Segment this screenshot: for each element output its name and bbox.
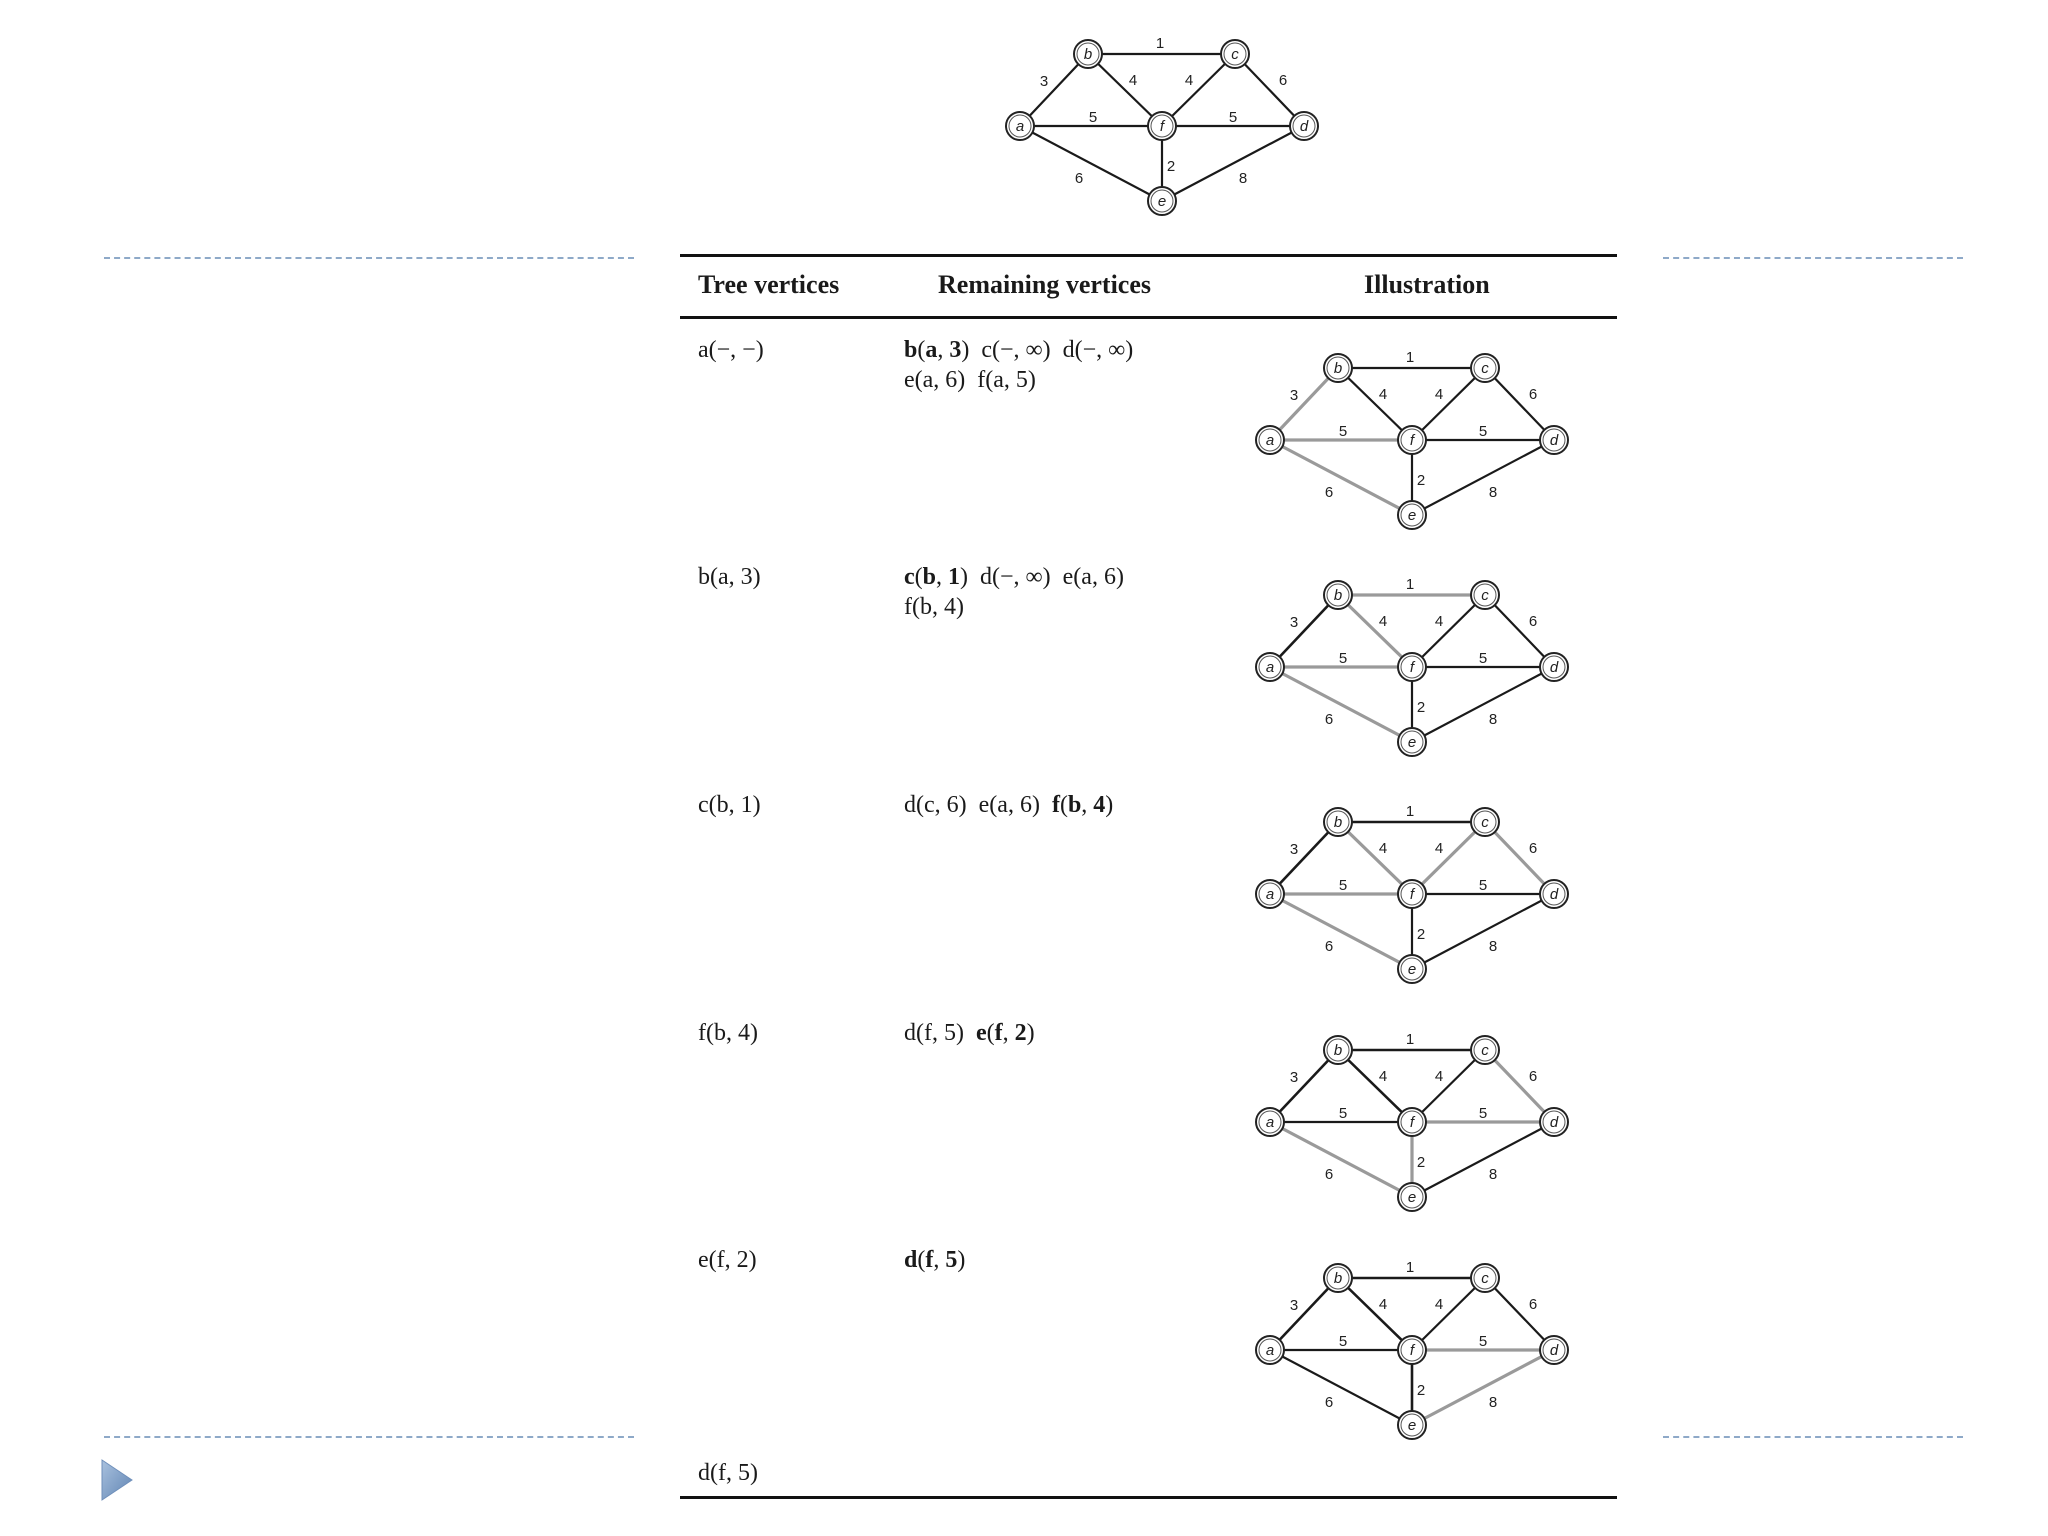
- edge-c-f: [1412, 368, 1488, 440]
- remaining-vertex-c: c(−, ∞): [981, 337, 1051, 363]
- edge-weight-a-b: 3: [1289, 386, 1299, 404]
- edge-weight-a-f: 5: [1338, 1332, 1348, 1350]
- edge-c-f: [1412, 822, 1488, 894]
- row-6-tree-vertex: d(f, 5): [698, 1460, 758, 1486]
- svg-text:c: c: [1231, 45, 1239, 63]
- vertex-a: [1256, 1108, 1284, 1136]
- edge-weight-b-c: 1: [1405, 577, 1415, 593]
- svg-text:a: a: [1265, 1113, 1275, 1131]
- edge-e-d: [1412, 1350, 1554, 1425]
- svg-text:b: b: [1333, 586, 1343, 604]
- edge-weight-b-f: 4: [1378, 612, 1388, 630]
- table-top-rule: [680, 254, 1617, 257]
- row-5-tree-vertex: e(f, 2): [698, 1247, 757, 1273]
- row-3-remaining: [904, 790, 1113, 820]
- svg-text:d: d: [1549, 1341, 1559, 1359]
- remaining-vertex-c: c(b, 1): [904, 564, 969, 590]
- row-4-illustration: [1250, 1032, 1580, 1222]
- edge-weight-a-e: 6: [1324, 483, 1334, 501]
- edge-weight-b-c: 1: [1405, 1032, 1415, 1048]
- svg-text:c: c: [1481, 1041, 1489, 1059]
- svg-text:d: d: [1549, 431, 1559, 449]
- edge-weight-c-d: 6: [1528, 839, 1538, 857]
- edge-weight-f-d: 5: [1478, 422, 1488, 440]
- edge-b-f: [1338, 595, 1412, 667]
- vertex-c: [1471, 581, 1499, 609]
- edge-a-e: [1270, 1122, 1412, 1197]
- svg-text:c: c: [1481, 359, 1489, 377]
- remaining-vertex-b: b(a, 3): [904, 337, 970, 363]
- vertex-f: [1148, 112, 1176, 140]
- vertex-f: [1398, 1108, 1426, 1136]
- edge-b-f: [1338, 1050, 1412, 1122]
- svg-text:d: d: [1549, 1113, 1559, 1131]
- vertex-a: [1256, 1336, 1284, 1364]
- edge-weight-e-d: 8: [1488, 1393, 1498, 1411]
- edge-weight-f-e: 2: [1416, 925, 1426, 943]
- edge-weight-f-e: 2: [1416, 698, 1426, 716]
- svg-text:b: b: [1083, 45, 1093, 63]
- svg-text:e: e: [1407, 1188, 1417, 1206]
- top-left-divider: [104, 257, 634, 259]
- edge-weight-a-e: 6: [1074, 169, 1084, 187]
- edge-e-d: [1412, 667, 1554, 742]
- svg-text:f: f: [1159, 117, 1165, 135]
- svg-text:d: d: [1549, 658, 1559, 676]
- edge-weight-e-d: 8: [1488, 1165, 1498, 1183]
- svg-text:c: c: [1481, 1269, 1489, 1287]
- edge-weight-f-d: 5: [1228, 108, 1238, 126]
- edge-weight-c-d: 6: [1528, 1295, 1538, 1313]
- vertex-d: [1540, 653, 1568, 681]
- row-5-illustration: [1250, 1260, 1580, 1450]
- svg-text:e: e: [1407, 506, 1417, 524]
- remaining-vertex-f: f(b, 4): [1051, 792, 1114, 818]
- play-triangle-icon[interactable]: [100, 1458, 134, 1502]
- edge-weight-e-d: 8: [1488, 710, 1498, 728]
- svg-text:c: c: [1481, 586, 1489, 604]
- vertex-d: [1540, 880, 1568, 908]
- remaining-line-1: [904, 562, 1124, 592]
- svg-text:e: e: [1407, 960, 1417, 978]
- vertex-b: [1074, 40, 1102, 68]
- edge-weight-f-e: 2: [1166, 157, 1176, 175]
- remaining-vertex-d: d(f, 5): [904, 1247, 966, 1273]
- remaining-vertex-f: f(b, 4): [904, 594, 964, 620]
- row-1-remaining: [904, 335, 1133, 395]
- svg-text:e: e: [1157, 192, 1167, 210]
- row-4-remaining: [904, 1018, 1035, 1048]
- top-right-divider: [1663, 257, 1963, 259]
- edge-c-f: [1162, 54, 1238, 126]
- edge-weight-b-c: 1: [1405, 350, 1415, 366]
- svg-text:d: d: [1299, 117, 1309, 135]
- vertex-d: [1540, 1336, 1568, 1364]
- edge-weight-f-e: 2: [1416, 1381, 1426, 1399]
- edge-weight-c-d: 6: [1528, 1067, 1538, 1085]
- edge-b-f: [1338, 822, 1412, 894]
- vertex-d: [1540, 426, 1568, 454]
- svg-text:e: e: [1407, 1416, 1417, 1434]
- row-3-tree-vertex: c(b, 1): [698, 792, 761, 818]
- vertex-c: [1471, 354, 1499, 382]
- vertex-b: [1324, 1264, 1352, 1292]
- edge-weight-a-f: 5: [1338, 649, 1348, 667]
- edge-weight-e-d: 8: [1238, 169, 1248, 187]
- vertex-e: [1398, 1183, 1426, 1211]
- svg-text:c: c: [1481, 813, 1489, 831]
- edge-a-e: [1270, 440, 1412, 515]
- edge-weight-f-d: 5: [1478, 1104, 1488, 1122]
- header-tree-vertices: Tree vertices: [698, 270, 840, 299]
- header-illustration: Illustration: [1364, 270, 1490, 299]
- edge-e-d: [1162, 126, 1304, 201]
- edge-weight-a-b: 3: [1039, 72, 1049, 90]
- main-graph: [1000, 36, 1330, 226]
- edge-weight-c-f: 4: [1434, 385, 1444, 403]
- edge-weight-b-c: 1: [1405, 804, 1415, 820]
- remaining-vertex-e: e(a, 6): [978, 792, 1040, 818]
- vertex-f: [1398, 653, 1426, 681]
- vertex-b: [1324, 581, 1352, 609]
- vertex-a: [1256, 880, 1284, 908]
- edge-weight-b-f: 4: [1378, 839, 1388, 857]
- edge-weight-a-b: 3: [1289, 1296, 1299, 1314]
- edge-weight-a-b: 3: [1289, 840, 1299, 858]
- edge-weight-a-e: 6: [1324, 1393, 1334, 1411]
- bottom-left-divider: [104, 1436, 634, 1438]
- svg-text:a: a: [1265, 885, 1275, 903]
- edge-weight-c-f: 4: [1184, 71, 1194, 89]
- edge-weight-b-c: 1: [1155, 36, 1165, 52]
- svg-text:b: b: [1333, 1269, 1343, 1287]
- vertex-e: [1398, 728, 1426, 756]
- edge-weight-b-f: 4: [1128, 71, 1138, 89]
- vertex-a: [1006, 112, 1034, 140]
- vertex-a: [1256, 653, 1284, 681]
- svg-text:f: f: [1409, 658, 1415, 676]
- edge-weight-a-f: 5: [1338, 1104, 1348, 1122]
- vertex-b: [1324, 1036, 1352, 1064]
- remaining-vertex-f: f(a, 5): [977, 367, 1036, 393]
- remaining-line-1: [904, 335, 1133, 365]
- vertex-c: [1471, 808, 1499, 836]
- vertex-e: [1398, 1411, 1426, 1439]
- row-1-tree-vertex: a(−, −): [698, 337, 764, 363]
- row-1-illustration: [1250, 350, 1580, 540]
- edge-weight-a-e: 6: [1324, 937, 1334, 955]
- vertex-e: [1148, 187, 1176, 215]
- svg-text:a: a: [1265, 1341, 1275, 1359]
- vertex-f: [1398, 426, 1426, 454]
- vertex-b: [1324, 808, 1352, 836]
- edge-weight-a-f: 5: [1338, 876, 1348, 894]
- remaining-line-2: [904, 365, 1133, 395]
- row-2-illustration: [1250, 577, 1580, 767]
- edge-weight-f-d: 5: [1478, 876, 1488, 894]
- svg-text:f: f: [1409, 885, 1415, 903]
- svg-text:f: f: [1409, 431, 1415, 449]
- svg-text:e: e: [1407, 733, 1417, 751]
- edge-weight-a-b: 3: [1289, 613, 1299, 631]
- vertex-d: [1540, 1108, 1568, 1136]
- edge-weight-c-f: 4: [1434, 612, 1444, 630]
- remaining-vertex-d: d(f, 5): [904, 1020, 964, 1046]
- bottom-right-divider: [1663, 1436, 1963, 1438]
- row-2-remaining: [904, 562, 1124, 622]
- edge-b-f: [1338, 368, 1412, 440]
- svg-text:a: a: [1265, 658, 1275, 676]
- edge-weight-a-e: 6: [1324, 710, 1334, 728]
- remaining-line-1: [904, 1245, 965, 1275]
- vertex-b: [1324, 354, 1352, 382]
- edge-b-f: [1088, 54, 1162, 126]
- remaining-line-1: [904, 1018, 1035, 1048]
- edge-weight-b-f: 4: [1378, 385, 1388, 403]
- remaining-vertex-e: e(a, 6): [1062, 564, 1124, 590]
- edge-weight-f-e: 2: [1416, 1153, 1426, 1171]
- remaining-vertex-d: d(c, 6): [904, 792, 967, 818]
- edge-weight-b-f: 4: [1378, 1067, 1388, 1085]
- edge-weight-e-d: 8: [1488, 483, 1498, 501]
- edge-weight-c-f: 4: [1434, 1067, 1444, 1085]
- vertex-c: [1471, 1264, 1499, 1292]
- edge-weight-c-d: 6: [1278, 71, 1288, 89]
- edge-e-d: [1412, 1122, 1554, 1197]
- edge-a-e: [1270, 1350, 1412, 1425]
- vertex-e: [1398, 501, 1426, 529]
- edge-weight-b-c: 1: [1405, 1260, 1415, 1276]
- remaining-line-1: [904, 790, 1113, 820]
- edge-weight-c-d: 6: [1528, 612, 1538, 630]
- vertex-e: [1398, 955, 1426, 983]
- remaining-line-2: [904, 592, 1124, 622]
- edge-weight-f-d: 5: [1478, 649, 1488, 667]
- vertex-c: [1221, 40, 1249, 68]
- vertex-d: [1290, 112, 1318, 140]
- svg-text:f: f: [1409, 1341, 1415, 1359]
- row-5-remaining: [904, 1245, 965, 1275]
- edge-e-d: [1412, 440, 1554, 515]
- edge-weight-a-f: 5: [1088, 108, 1098, 126]
- svg-text:b: b: [1333, 359, 1343, 377]
- vertex-f: [1398, 880, 1426, 908]
- vertex-a: [1256, 426, 1284, 454]
- vertex-f: [1398, 1336, 1426, 1364]
- edge-weight-c-f: 4: [1434, 839, 1444, 857]
- edge-b-f: [1338, 1278, 1412, 1350]
- row-3-illustration: [1250, 804, 1580, 994]
- header-remaining-vertices: Remaining vertices: [938, 270, 1152, 299]
- edge-a-e: [1270, 667, 1412, 742]
- svg-text:f: f: [1409, 1113, 1415, 1131]
- edge-c-f: [1412, 1050, 1488, 1122]
- remaining-vertex-d: d(−, ∞): [1062, 337, 1134, 363]
- row-2-tree-vertex: b(a, 3): [698, 564, 761, 590]
- edge-weight-a-f: 5: [1338, 422, 1348, 440]
- edge-a-e: [1020, 126, 1162, 201]
- edge-weight-c-f: 4: [1434, 1295, 1444, 1313]
- svg-text:a: a: [1015, 117, 1025, 135]
- edge-e-d: [1412, 894, 1554, 969]
- edge-weight-f-e: 2: [1416, 471, 1426, 489]
- row-4-tree-vertex: f(b, 4): [698, 1020, 758, 1046]
- edge-a-e: [1270, 894, 1412, 969]
- edge-weight-c-d: 6: [1528, 385, 1538, 403]
- remaining-vertex-d: d(−, ∞): [980, 564, 1051, 590]
- table-bottom-rule: [680, 1496, 1617, 1499]
- remaining-vertex-e: e(a, 6): [904, 367, 966, 393]
- edge-weight-f-d: 5: [1478, 1332, 1488, 1350]
- vertex-c: [1471, 1036, 1499, 1064]
- edge-weight-a-b: 3: [1289, 1068, 1299, 1086]
- edge-weight-a-e: 6: [1324, 1165, 1334, 1183]
- svg-text:b: b: [1333, 813, 1343, 831]
- svg-text:d: d: [1549, 885, 1559, 903]
- table-header-rule: [680, 316, 1617, 319]
- edge-c-f: [1412, 1278, 1488, 1350]
- svg-text:a: a: [1265, 431, 1275, 449]
- remaining-vertex-e: e(f, 2): [975, 1020, 1035, 1046]
- edge-weight-e-d: 8: [1488, 937, 1498, 955]
- edge-c-f: [1412, 595, 1488, 667]
- edge-weight-b-f: 4: [1378, 1295, 1388, 1313]
- svg-text:b: b: [1333, 1041, 1343, 1059]
